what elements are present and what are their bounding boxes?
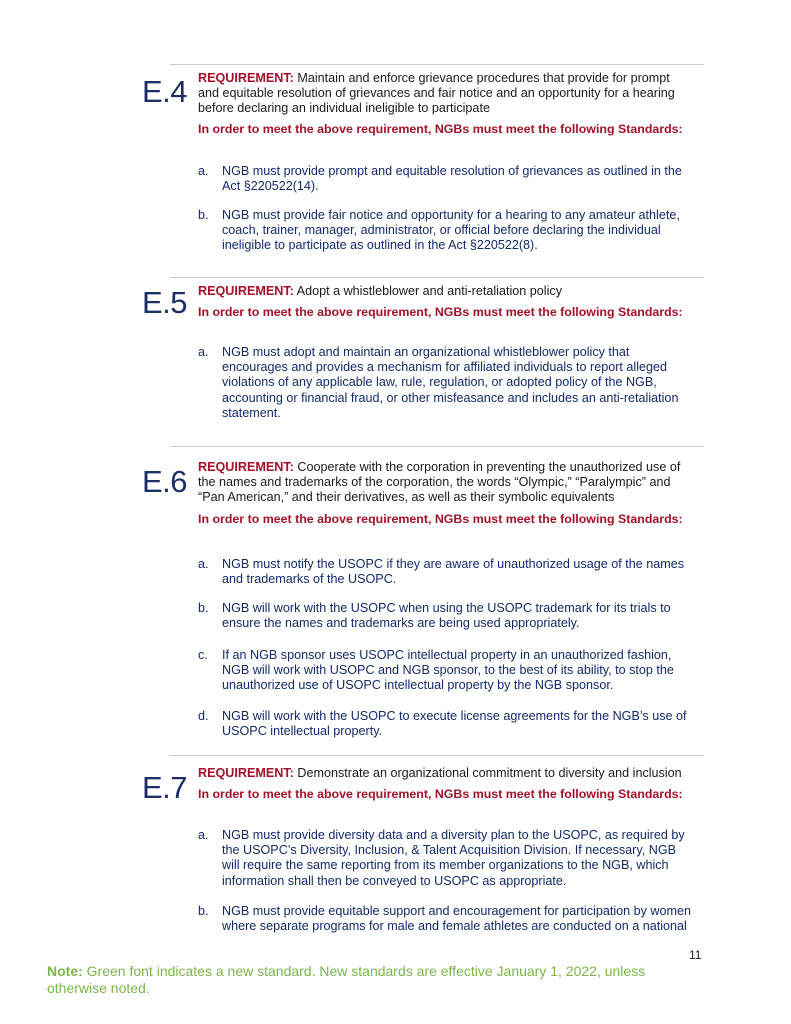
list-marker: c.: [198, 648, 208, 662]
list-line: coach, trainer, manager, administrator, or official before declaring the individual: [222, 223, 661, 238]
page-number: 11: [689, 948, 702, 962]
list-line: NGB will work with the USOPC to execute license agreements for the NGB’s use of: [222, 709, 687, 723]
list-line: NGB must provide diversity data and a diversity plan to the USOPC, as required by: [222, 828, 685, 842]
list-line: USOPC intellectual property.: [222, 724, 383, 739]
list-item-text: [222, 557, 704, 587]
section-e7: [142, 767, 704, 937]
list-marker: b.: [198, 208, 209, 222]
requirement-line: “Pan American,” and their derivatives, as well as their symbolic equivalents: [198, 490, 615, 505]
list-item-text: [222, 345, 704, 421]
list-item-text: [222, 601, 704, 631]
list-line: and trademarks of the USOPC.: [222, 572, 397, 587]
section-e4: [142, 72, 704, 262]
requirement-keyword: REQUIREMENT:: [198, 460, 294, 474]
section-divider: [170, 755, 704, 756]
list-line: ineligible to participate as outlined in the Act §220522(8).: [222, 238, 538, 253]
list-item-text: [222, 164, 704, 194]
list-item-text: [222, 208, 704, 254]
footer-note: [47, 963, 707, 997]
list-item-text: [222, 828, 704, 889]
list-line: If an NGB sponsor uses USOPC intellectual property in an unauthorized fashion,: [222, 648, 672, 662]
standards-heading: In order to meet the above requirement, NGBs must meet the following Standards:: [198, 512, 683, 526]
requirement-line: Cooperate with the corporation in preventing the unauthorized use of: [297, 460, 681, 474]
list-line: ensure the names and trademarks are being used appropriately.: [222, 616, 580, 631]
section-e6: [142, 460, 704, 745]
list-line: unauthorized use of USOPC intellectual property by the NGB sponsor.: [222, 678, 614, 693]
section-divider: [170, 446, 704, 447]
requirement-line: Adopt a whistleblower and anti-retaliation policy: [296, 284, 562, 298]
list-line: statement.: [222, 405, 281, 420]
list-marker: a.: [198, 164, 209, 178]
list-line: NGB must provide prompt and equitable resolution of grievances as outlined in the: [222, 164, 682, 178]
requirement-text: [198, 460, 704, 506]
list-line: NGB must notify the USOPC if they are aware of unauthorized usage of the names: [222, 557, 685, 571]
note-text: Green font indicates a new standard. New standards are effective January 1, 2022, unless otherwise noted.: [47, 963, 646, 996]
list-line: NGB must provide equitable support and encouragement for participation by women: [222, 904, 692, 918]
requirement-line: Maintain and enforce grievance procedures that provide for prompt: [297, 71, 670, 85]
standards-heading: In order to meet the above requirement, NGBs must meet the following Standards:: [198, 787, 683, 801]
requirement-line: the names and trademarks of the corporation, the words “Olympic,” “Paralympic” and: [198, 475, 671, 490]
list-line: Act §220522(14).: [222, 179, 319, 194]
list-line: where separate programs for male and female athletes are conducted on a national: [222, 919, 687, 934]
list-marker: d.: [198, 709, 209, 723]
section-e5: [142, 285, 704, 435]
list-line: NGB will work with USOPC and NGB sponsor, to the best of its ability, to stop the: [222, 663, 674, 678]
requirement-keyword: REQUIREMENT:: [198, 284, 294, 298]
list-line: NGB will work with the USOPC when using the USOPC trademark for its trials to: [222, 601, 671, 615]
requirement-keyword: REQUIREMENT:: [198, 71, 294, 85]
list-line: violations of any applicable law, rule, regulation, or adopted policy of the NGB,: [222, 375, 657, 390]
list-marker: b.: [198, 601, 209, 615]
section-divider: [170, 277, 704, 278]
list-marker: a.: [198, 557, 209, 571]
standards-heading: In order to meet the above requirement, NGBs must meet the following Standards:: [198, 305, 683, 319]
section-code: E.4: [142, 74, 188, 109]
requirement-text: [198, 766, 704, 781]
requirement-text: [198, 284, 704, 299]
list-line: will require the same reporting from its member organizations to the NGB, which: [222, 858, 669, 873]
section-code: E.6: [142, 464, 188, 499]
list-line: encourages and provides a mechanism for affiliated individuals to report alleged: [222, 360, 668, 375]
list-marker: b.: [198, 904, 209, 918]
list-line: NGB must adopt and maintain an organizational whistleblower policy that: [222, 345, 630, 359]
section-code: E.5: [142, 285, 188, 320]
note-keyword: Note:: [47, 963, 83, 979]
list-line: information shall then be conveyed to USOPC as appropriate.: [222, 873, 567, 888]
requirement-text: [198, 71, 704, 117]
list-item-text: [222, 648, 704, 694]
list-line: accounting or financial fraud, or other misfeasance and includes an anti-retaliation: [222, 390, 679, 405]
list-item-text: [222, 709, 704, 739]
section-code: E.7: [142, 770, 188, 805]
list-marker: a.: [198, 345, 209, 359]
requirement-line: before declaring an individual ineligible to participate: [198, 101, 490, 116]
requirement-keyword: REQUIREMENT:: [198, 766, 294, 780]
requirement-line: Demonstrate an organizational commitment to diversity and inclusion: [297, 766, 682, 780]
requirement-line: and equitable resolution of grievances and fair notice and an opportunity for a hearing: [198, 86, 675, 101]
standards-heading: In order to meet the above requirement, NGBs must meet the following Standards:: [198, 122, 683, 136]
list-line: the USOPC’s Diversity, Inclusion, & Talent Acquisition Division. If necessary, NGB: [222, 843, 677, 858]
list-item-text: [222, 904, 704, 934]
list-line: NGB must provide fair notice and opportunity for a hearing to any amateur athlete,: [222, 208, 680, 222]
section-divider: [170, 64, 704, 65]
list-marker: a.: [198, 828, 209, 842]
